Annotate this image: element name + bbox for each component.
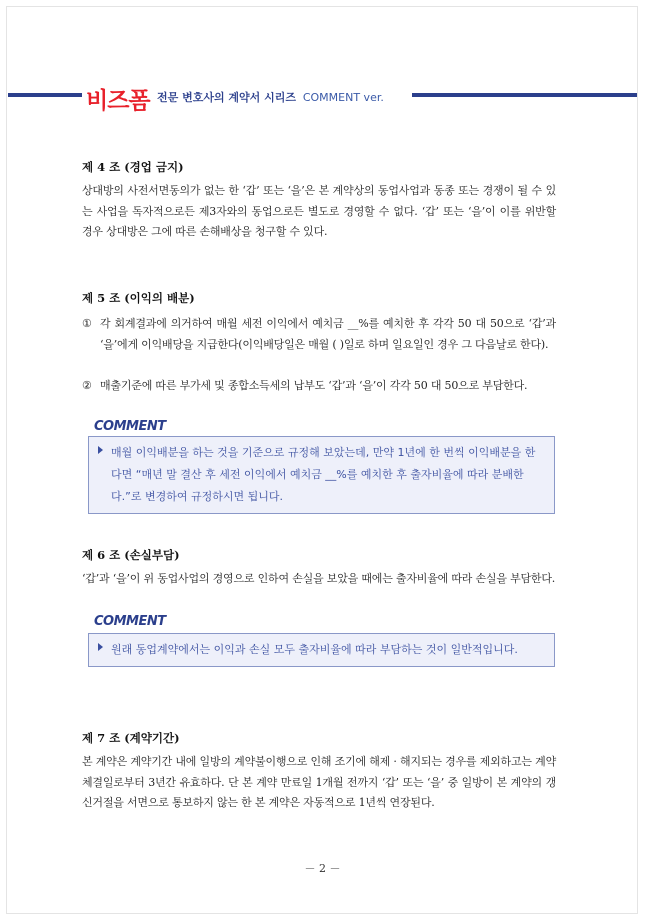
comment-text: 원래 동업계약에서는 이익과 손실 모두 출자비율에 따라 부담하는 것이 일반적입니다. bbox=[111, 643, 518, 656]
header-rule-left bbox=[8, 93, 82, 97]
article-4-body: 상대방의 사전서면동의가 없는 한 ‘갑’ 또는 ‘을’은 본 계약상의 동업사업과 동종 또는 경쟁이 될 수 있는 사업을 독자적으로든 제3자와의 동업으로든 별도로 경영할 수 없다. ‘갑’ 또는 ‘을’이 이를 위반할 경우 상대방은 그에 따른 손해배상을 청구할 수 있다. bbox=[82, 184, 556, 238]
item-text: 각 회계결과에 의거하여 매월 세전 이익에서 예치금 __%를 예치한 후 각각 50 대 50으로 ‘갑’과 ‘을’에게 이익배당을 지급한다(이익배당일은 매월 ( )일로 하며 일요일인 경우 그 다음날로 한다). bbox=[100, 317, 556, 351]
comment-label: COMMENT bbox=[94, 614, 166, 629]
comment-box bbox=[88, 436, 555, 514]
article-6-title: 제 6 조 (손실부담) bbox=[82, 548, 180, 562]
item-number: ① bbox=[82, 317, 92, 330]
series-version: COMMENT ver. bbox=[302, 91, 384, 104]
header-rule-right bbox=[412, 93, 637, 97]
comment-text: 매월 이익배분을 하는 것을 기준으로 규정해 보았는데, 만약 1년에 한 번씩 이익배분을 한다면 “매년 말 결산 후 세전 이익에서 예치금 __%를 예치한 후 출자비율에 따라 분배한다.”로 변경하여 규정하시면 됩니다. bbox=[111, 446, 536, 503]
series-title-text: 전문 변호사의 계약서 시리즈 bbox=[157, 91, 296, 104]
comment-label: COMMENT bbox=[94, 419, 166, 434]
article-7-body: 본 계약은 계약기간 내에 일방의 계약불이행으로 인해 조기에 해제 · 해지되는 경우를 제외하고는 계약체결일로부터 3년간 유효하다. 단 본 계약 만료일 1개월 전까지 ‘갑’ 또는 ‘을’ 중 일방이 본 계약의 갱신거절을 서면으로 통보하지 않는 한 본 계약은 자동적으로 1년씩 연장된다. bbox=[82, 755, 556, 809]
comment-box bbox=[88, 633, 555, 667]
article-6-body: ‘갑’과 ‘을’이 위 동업사업의 경영으로 인하여 손실을 보았을 때에는 출자비율에 따라 손실을 부담한다. bbox=[82, 572, 556, 585]
article-5-title: 제 5 조 (이익의 배분) bbox=[82, 291, 195, 305]
arrow-bullet-icon bbox=[98, 643, 103, 651]
article-7-title: 제 7 조 (계약기간) bbox=[82, 731, 180, 745]
series-title bbox=[157, 89, 384, 105]
item-number: ② bbox=[82, 379, 92, 392]
page-number: － 2 － bbox=[304, 862, 341, 875]
article-5-item-1 bbox=[82, 314, 556, 355]
article-4-title: 제 4 조 (경업 금지) bbox=[82, 160, 184, 174]
brand-logo: 비즈폼 bbox=[86, 88, 150, 114]
arrow-bullet-icon bbox=[98, 446, 103, 454]
item-text: 매출기준에 따른 부가세 및 종합소득세의 납부도 ‘갑’과 ‘을’이 각각 50 대 50으로 부담한다. bbox=[100, 379, 528, 392]
document-header bbox=[0, 80, 645, 114]
article-5-item-2 bbox=[82, 376, 556, 397]
